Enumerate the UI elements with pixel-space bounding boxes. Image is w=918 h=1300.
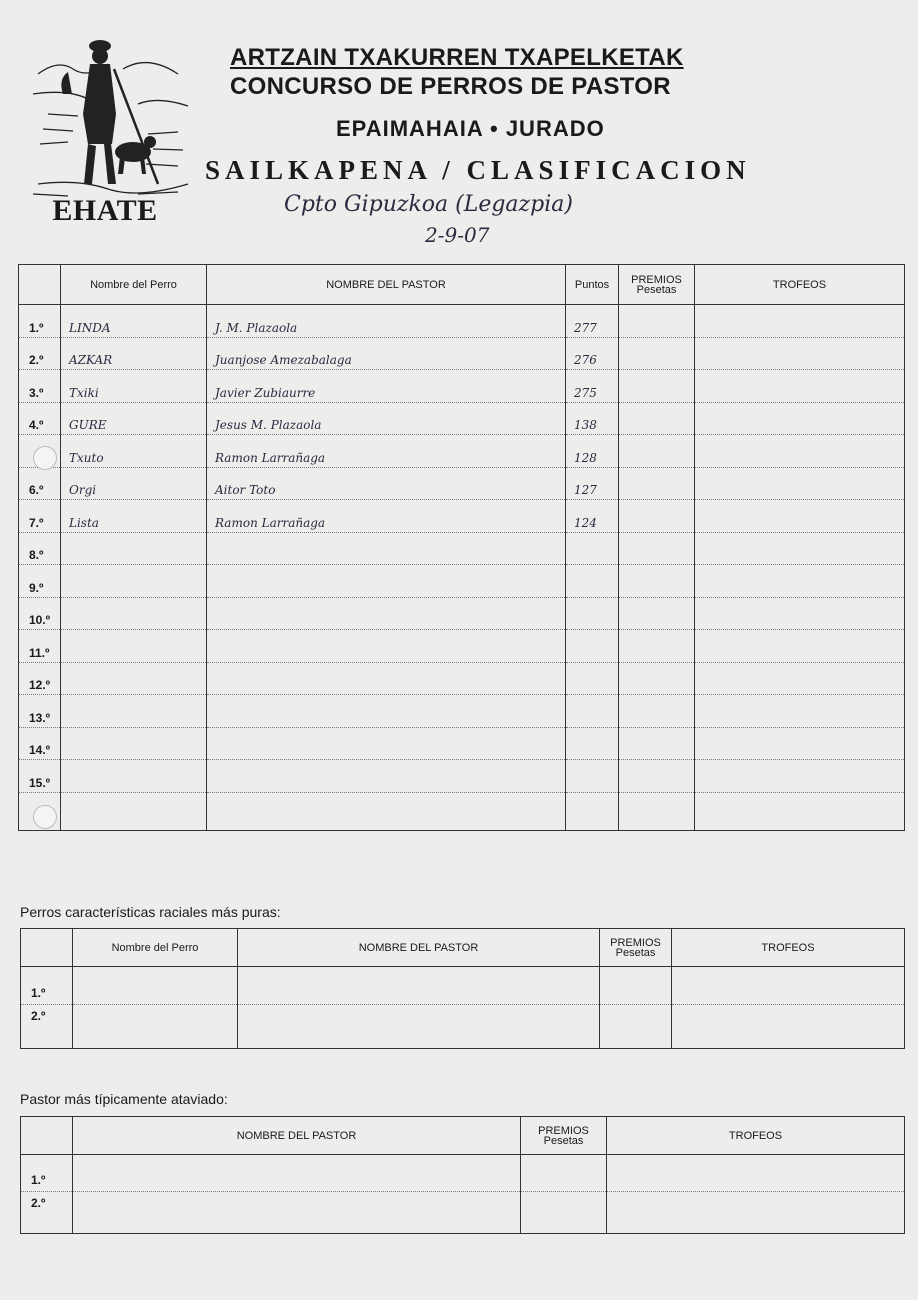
- table-row: [21, 1155, 905, 1192]
- position-label: 14.º: [19, 727, 61, 760]
- event-place: Cpto Gipuzkoa (Legazpia): [284, 192, 573, 217]
- col-header-points: Puntos: [566, 265, 619, 305]
- table-row: [21, 1192, 905, 1234]
- title-basque: ARTZAIN TXAKURREN TXAPELKETAK: [230, 44, 684, 71]
- table-row: [19, 435, 905, 468]
- dog-name-cell: Txuto: [61, 435, 207, 468]
- shepherd-name-cell: J. M. Plazaola: [207, 305, 566, 338]
- prize-cell: [619, 435, 695, 468]
- col-header-trophies: TROFEOS: [672, 929, 905, 967]
- points-cell: 138: [566, 402, 619, 435]
- shepherd-name-cell: Jesus M. Plazaola: [207, 402, 566, 435]
- points-cell: [566, 792, 619, 830]
- trophy-cell: [695, 695, 905, 728]
- points-cell: 128: [566, 435, 619, 468]
- col-header-dog-name: Nombre del Perro: [61, 265, 207, 305]
- position-label: 6.º: [19, 467, 61, 500]
- table-row: [19, 500, 905, 533]
- position-label: 4.º: [19, 402, 61, 435]
- table-row: [19, 337, 905, 370]
- trophy-cell: [672, 1005, 905, 1049]
- dog-name-cell: [61, 532, 207, 565]
- table-row: [21, 1005, 905, 1049]
- dog-name-cell: [61, 630, 207, 663]
- trophy-cell: [695, 597, 905, 630]
- prize-cell: [619, 760, 695, 793]
- table-row: [19, 305, 905, 338]
- table-row: [19, 695, 905, 728]
- position-label: 2.º: [21, 1005, 73, 1049]
- prize-cell: [619, 467, 695, 500]
- trophy-cell: [695, 435, 905, 468]
- shepherd-name-cell: [207, 727, 566, 760]
- dog-name-cell: [61, 727, 207, 760]
- points-cell: [566, 695, 619, 728]
- points-cell: 277: [566, 305, 619, 338]
- col-header-position: [19, 265, 61, 305]
- trophy-cell: [695, 467, 905, 500]
- points-cell: [566, 630, 619, 663]
- attire-table: [20, 1116, 905, 1234]
- prize-label: PREMIOS: [538, 1124, 589, 1137]
- prize-cell: [619, 727, 695, 760]
- logo-text: EHATE: [52, 194, 158, 227]
- dog-name-cell: Orgi: [61, 467, 207, 500]
- shepherd-name-cell: [207, 662, 566, 695]
- col-header-position: [21, 1117, 73, 1155]
- dog-name-cell: [61, 565, 207, 598]
- table-row: [19, 565, 905, 598]
- table-row: [19, 662, 905, 695]
- points-cell: 127: [566, 467, 619, 500]
- points-cell: [566, 532, 619, 565]
- prize-cell: [619, 402, 695, 435]
- dog-name-cell: [61, 695, 207, 728]
- points-cell: 276: [566, 337, 619, 370]
- dog-name-cell: [61, 760, 207, 793]
- points-cell: [566, 760, 619, 793]
- classification-heading: SAILKAPENA / CLASIFICACION: [205, 155, 751, 185]
- prize-cell: [619, 532, 695, 565]
- trophy-cell: [695, 760, 905, 793]
- col-header-prizes: [600, 929, 672, 967]
- shepherd-name-cell: [207, 630, 566, 663]
- prize-currency: Pesetas: [615, 946, 656, 959]
- trophy-cell: [695, 565, 905, 598]
- shepherd-name-cell: Ramon Larrañaga: [207, 500, 566, 533]
- table-row: [19, 370, 905, 403]
- prize-cell: [521, 1192, 607, 1234]
- trophy-cell: [695, 402, 905, 435]
- position-label: 1.º: [19, 305, 61, 338]
- prize-cell: [619, 597, 695, 630]
- trophy-cell: [695, 630, 905, 663]
- shepherd-name-cell: [207, 695, 566, 728]
- trophy-cell: [672, 967, 905, 1005]
- position-label: 1.º: [21, 1155, 73, 1192]
- position-label: 3.º: [19, 370, 61, 403]
- trophy-cell: [695, 727, 905, 760]
- shepherd-name-cell: [207, 597, 566, 630]
- table-row: [19, 760, 905, 793]
- position-label: 15.º: [19, 760, 61, 793]
- prize-cell: [619, 565, 695, 598]
- shepherd-name-cell: Javier Zubiaurre: [207, 370, 566, 403]
- prize-cell: [619, 630, 695, 663]
- trophy-cell: [695, 500, 905, 533]
- attire-section-label: Pastor más típicamente ataviado:: [20, 1091, 228, 1107]
- dog-name-cell: [61, 597, 207, 630]
- position-label: 1.º: [21, 967, 73, 1005]
- breed-table: [20, 928, 905, 1049]
- position-label: 13.º: [19, 695, 61, 728]
- table-row: [21, 967, 905, 1005]
- table-row: [19, 727, 905, 760]
- breed-section-label: Perros características raciales más puras:: [20, 904, 281, 920]
- position-label: 2.º: [19, 337, 61, 370]
- dog-name-cell: Lista: [61, 500, 207, 533]
- col-header-position: [21, 929, 73, 967]
- col-header-trophies: TROFEOS: [607, 1117, 905, 1155]
- shepherd-name-cell: [207, 760, 566, 793]
- shepherd-name-cell: [73, 1192, 521, 1234]
- position-label: 7.º: [19, 500, 61, 533]
- col-header-trophies: TROFEOS: [695, 265, 905, 305]
- classification-table: [18, 264, 905, 831]
- jury-heading: EPAIMAHAIA • JURADO: [336, 116, 605, 141]
- points-cell: 275: [566, 370, 619, 403]
- punch-hole: [33, 446, 57, 470]
- trophy-cell: [607, 1155, 905, 1192]
- col-header-shepherd-name: NOMBRE DEL PASTOR: [207, 265, 566, 305]
- dog-name-cell: [61, 662, 207, 695]
- points-cell: [566, 597, 619, 630]
- prize-cell: [619, 662, 695, 695]
- prize-cell: [619, 370, 695, 403]
- trophy-cell: [695, 305, 905, 338]
- trophy-cell: [607, 1192, 905, 1234]
- shepherd-name-cell: [207, 565, 566, 598]
- dog-name-cell: LINDA: [61, 305, 207, 338]
- title-spanish: CONCURSO DE PERROS DE PASTOR: [230, 73, 671, 100]
- position-label: 2.º: [21, 1192, 73, 1234]
- position-label: 8.º: [19, 532, 61, 565]
- shepherd-name-cell: [207, 532, 566, 565]
- prize-cell: [619, 305, 695, 338]
- position-label: 10.º: [19, 597, 61, 630]
- points-cell: 124: [566, 500, 619, 533]
- position-label: 9.º: [19, 565, 61, 598]
- shepherd-name-cell: Juanjose Amezabalaga: [207, 337, 566, 370]
- trophy-cell: [695, 792, 905, 830]
- position-label: 12.º: [19, 662, 61, 695]
- prize-cell: [619, 500, 695, 533]
- dog-name-cell: Txiki: [61, 370, 207, 403]
- table-row: [19, 402, 905, 435]
- prize-cell: [619, 337, 695, 370]
- col-header-dog-name: Nombre del Perro: [73, 929, 238, 967]
- trophy-cell: [695, 532, 905, 565]
- table-row: [19, 792, 905, 830]
- shepherd-name-cell: [238, 1005, 600, 1049]
- points-cell: [566, 565, 619, 598]
- trophy-cell: [695, 370, 905, 403]
- col-header-shepherd-name: NOMBRE DEL PASTOR: [73, 1117, 521, 1155]
- col-header-shepherd-name: NOMBRE DEL PASTOR: [238, 929, 600, 967]
- prize-cell: [600, 1005, 672, 1049]
- col-header-prizes: [619, 265, 695, 305]
- shepherd-name-cell: Ramon Larrañaga: [207, 435, 566, 468]
- shepherd-name-cell: [207, 792, 566, 830]
- dog-name-cell: GURE: [61, 402, 207, 435]
- table-row: [19, 597, 905, 630]
- prize-cell: [521, 1155, 607, 1192]
- prize-cell: [619, 792, 695, 830]
- prize-cell: [600, 967, 672, 1005]
- dog-name-cell: AZKAR: [61, 337, 207, 370]
- dog-name-cell: [73, 967, 238, 1005]
- dog-name-cell: [73, 1005, 238, 1049]
- prize-currency: Pesetas: [543, 1134, 584, 1147]
- prize-cell: [619, 695, 695, 728]
- table-row: [19, 467, 905, 500]
- trophy-cell: [695, 337, 905, 370]
- event-date: 2-9-07: [425, 223, 490, 247]
- dog-name-cell: [61, 792, 207, 830]
- trophy-cell: [695, 662, 905, 695]
- prize-label: PREMIOS: [631, 274, 682, 286]
- table-row: [19, 630, 905, 663]
- position-label: 11.º: [19, 630, 61, 663]
- shepherd-name-cell: [238, 967, 600, 1005]
- punch-hole: [33, 805, 57, 829]
- prize-currency: Pesetas: [636, 284, 677, 296]
- points-cell: [566, 662, 619, 695]
- shepherd-name-cell: Aitor Toto: [207, 467, 566, 500]
- shepherd-name-cell: [73, 1155, 521, 1192]
- points-cell: [566, 727, 619, 760]
- col-header-prizes: [521, 1117, 607, 1155]
- prize-label: PREMIOS: [610, 936, 661, 949]
- table-row: [19, 532, 905, 565]
